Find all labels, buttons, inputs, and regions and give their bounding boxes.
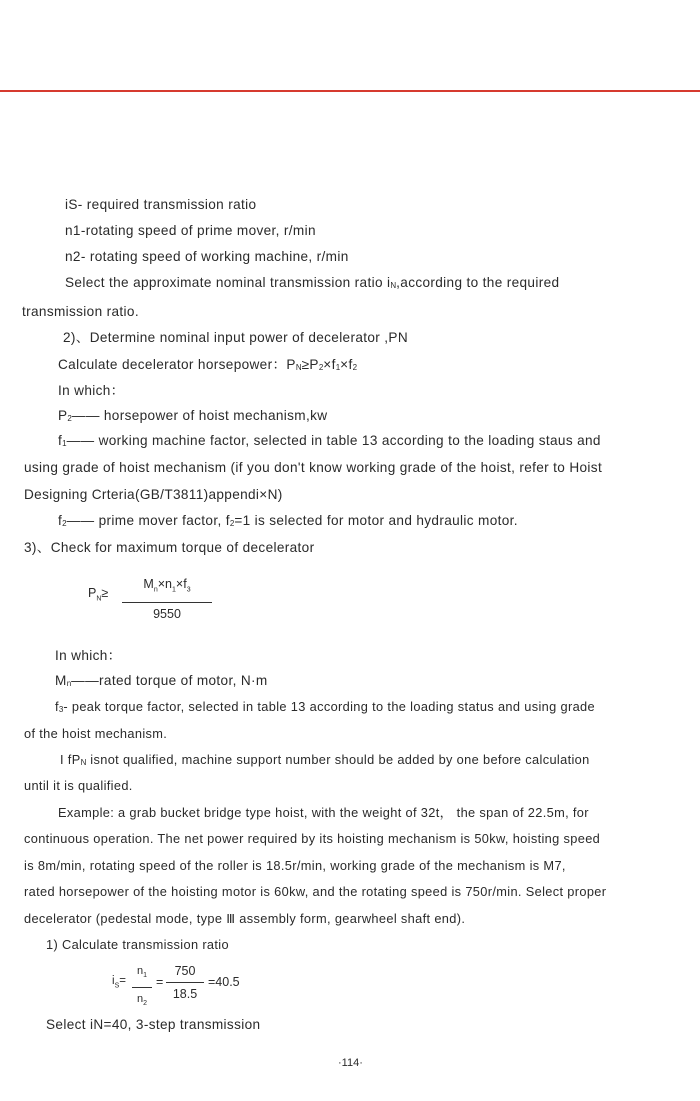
text-line: Select the approximate nominal transmission ratio $i_N,according$ to the required bbox=[65, 275, 560, 290]
text-line: transmission ratio. bbox=[22, 304, 139, 319]
text-line: Calculate decelerator horsepower：$P_N\ge P_2\times f_1\times f_2$ bbox=[58, 357, 358, 372]
header-rule bbox=[0, 90, 700, 92]
text-line: $M_n——rated$ torque of motor, N·m bbox=[55, 673, 268, 688]
text-line: In which： bbox=[55, 648, 122, 663]
text-line: Designing Crteria(GB/T3811)appendi×N) bbox=[24, 487, 283, 502]
text-line: In which： bbox=[58, 383, 125, 398]
text-line: of the hoist mechanism. bbox=[24, 726, 168, 741]
text-line: Select iN=40, 3-step transmission bbox=[46, 1017, 261, 1032]
section-heading: 1) Calculate transmission ratio bbox=[46, 937, 229, 952]
text-line: is 8m/min, rotating speed of the roller is 18.5r/min, working grade of the mechanism is M7, bbox=[24, 858, 566, 873]
section-heading: 2)、Determine nominal input power of decelerator ,PN bbox=[63, 330, 409, 345]
formula-ratio-result: =40.5 bbox=[208, 975, 240, 989]
text-line: $P_2——$ horsepower of hoist mechanism,kw bbox=[58, 408, 328, 423]
text-line: n2- rotating speed of working machine, r/min bbox=[65, 249, 349, 264]
formula-ratio-symbolic: $n_1$ $n_2$ bbox=[132, 963, 152, 1012]
text-line: until it is qualified. bbox=[24, 778, 133, 793]
text-line: decelerator (pedestal mode, type Ⅲ assembly form, gearwheel shaft end). bbox=[24, 911, 466, 926]
text-line: iS- required transmission ratio bbox=[65, 197, 257, 212]
text-line: rated horsepower of the hoisting motor is 60kw, and the rotating speed is 750r/min. Select proper bbox=[24, 884, 607, 899]
text-line: continuous operation. The net power required by its hoisting mechanism is 50kw, hoisting speed bbox=[24, 831, 601, 846]
formula-ratio-equals: = bbox=[156, 975, 164, 989]
text-line: using grade of hoist mechanism (if you don't know working grade of the hoist, refer to Hoist bbox=[24, 460, 603, 475]
formula-ratio-lhs: $i_S=$ bbox=[112, 975, 126, 990]
text-line: I $fP_N$ isnot qualified, machine support number should be added by one before calculation bbox=[60, 752, 590, 767]
formula-denominator: 9550 bbox=[153, 606, 181, 621]
text-line: $f_2——$ prime mover factor, $f_2=1$ is selected for motor and hydraulic motor. bbox=[58, 513, 518, 528]
page-number: ·114· bbox=[338, 1057, 363, 1069]
text-line: $f_3-$ peak torque factor, selected in table 13 according to the loading status and using grade bbox=[55, 699, 595, 714]
text-line: n1-rotating speed of prime mover, r/min bbox=[65, 223, 316, 238]
text-line: Example: a grab bucket bridge type hoist, with the weight of 32t， the span of 22.5m, for bbox=[58, 805, 589, 820]
formula-numerator: $M_n\times n_1\times f_3$ bbox=[143, 577, 191, 594]
formula-ratio-numeric: 750 18.5 bbox=[166, 963, 204, 1002]
formula-torque-fraction bbox=[122, 576, 212, 622]
text-line: $f_1——$ working machine factor, selected in table 13 according to the loading staus and bbox=[58, 433, 601, 448]
formula-torque-lhs: $P_N\ge$ bbox=[88, 586, 109, 603]
section-heading: 3)、Check for maximum torque of decelerator bbox=[24, 540, 315, 555]
